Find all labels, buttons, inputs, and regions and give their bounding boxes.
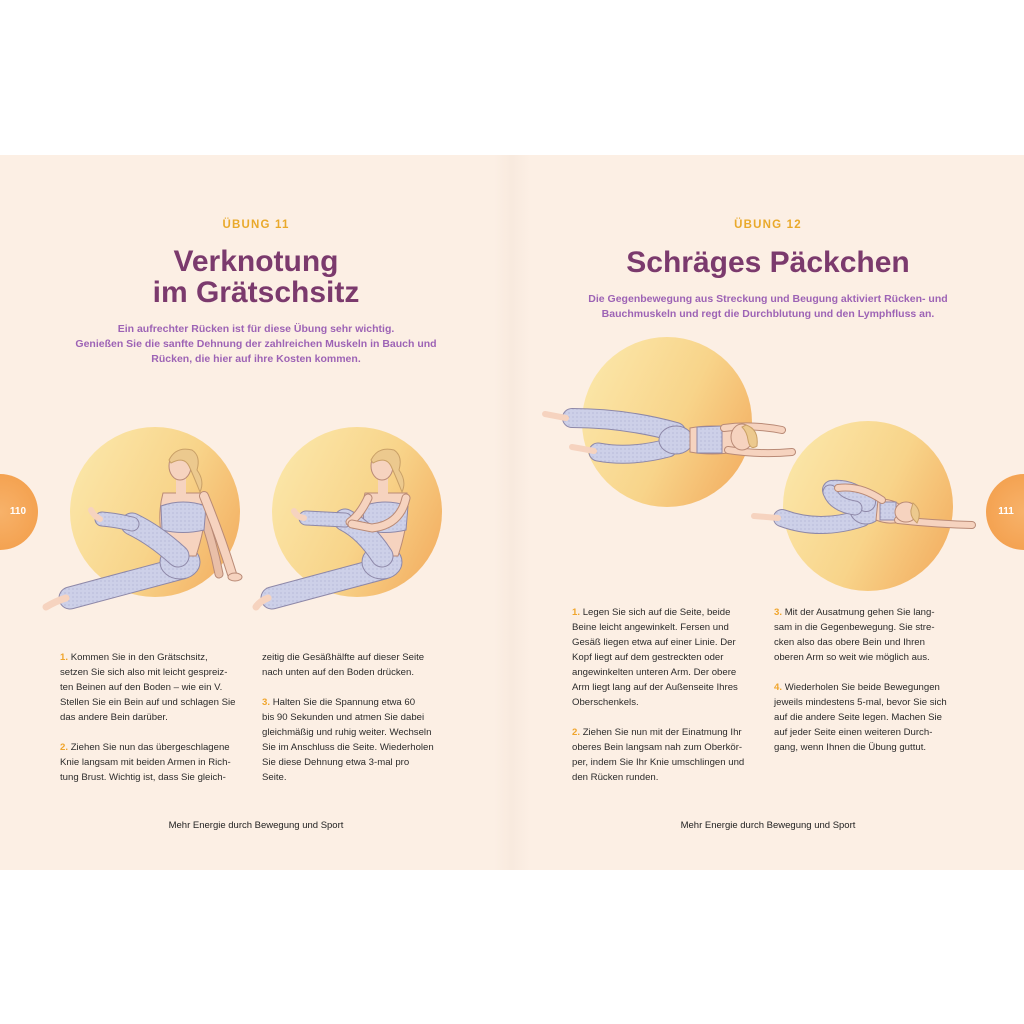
step-line (774, 680, 972, 695)
step-text: Stellen Sie ein Bein auf und schlagen Sie (60, 697, 236, 708)
step-line (60, 755, 258, 770)
step-text: Beine leicht angewinkelt. Fersen und (572, 622, 729, 633)
step-line (572, 770, 770, 785)
intro-line: Genießen Sie die sanfte Dehnung der zahlreichen Muskeln in Bauch und (75, 338, 437, 350)
step-line (60, 695, 258, 710)
step-line (572, 665, 770, 680)
step-text: Gesäß liegen etwa auf einer Linie. Der (572, 637, 736, 648)
step-line (60, 710, 258, 725)
step-text: Seite. (262, 772, 287, 783)
step-line (262, 770, 460, 785)
step-number: 1. (572, 607, 581, 618)
step-line (572, 725, 770, 740)
page-number-right: 111 (998, 506, 1014, 517)
step-line (572, 635, 770, 650)
step-text: Ziehen Sie nun das übergeschlagene (70, 742, 230, 753)
step-2 (60, 740, 258, 785)
page-number-left: 110 (9, 506, 27, 517)
step-line (572, 650, 770, 665)
step-text: das andere Bein darüber. (60, 712, 168, 723)
step-line (60, 770, 258, 785)
step-text: auf die andere Seite legen. Machen Sie (774, 712, 943, 723)
instruction-column-1 (60, 650, 258, 785)
step-number: 3. (774, 607, 783, 618)
step-line (572, 620, 770, 635)
step-number: 1. (60, 652, 69, 663)
step-line (774, 635, 972, 650)
step-3 (262, 695, 460, 785)
step-line (262, 695, 460, 710)
step-text: tung Brust. Wichtig ist, dass Sie gleich- (60, 772, 226, 783)
intro-line: Bauchmuskeln und regt die Durchblutung und den Lymphfluss an. (601, 308, 935, 320)
intro-line: Die Gegenbewegung aus Streckung und Beugung aktiviert Rücken- und (588, 293, 948, 305)
step-text: zeitig die Gesäßhälfte auf dieser Seite (262, 652, 425, 663)
step-text: Kopf liegt auf dem gestreckten oder (572, 652, 724, 663)
step-line (60, 680, 258, 695)
step-4 (774, 680, 972, 755)
step-text: Ziehen Sie nun mit der Einatmung Ihr (582, 727, 742, 738)
step-line (572, 695, 770, 710)
step-line (774, 695, 972, 710)
step-text: Legen Sie sich auf die Seite, beide (582, 607, 731, 618)
step-text: sam in die Gegenbewegung. Sie stre- (774, 622, 935, 633)
step-line (262, 755, 460, 770)
exercise-label: ÜBUNG 11 (222, 219, 290, 231)
step-text: gleichmäßig und ruhig weiter. Wechseln (262, 727, 432, 738)
page-footer: Mehr Energie durch Bewegung und Sport (168, 820, 344, 831)
step-line (774, 620, 972, 635)
step-text: Knie langsam mit beiden Armen in Rich- (60, 757, 231, 768)
step-text: cken also das obere Bein und Ihren (774, 637, 925, 648)
step-text: per, indem Sie Ihr Knie umschlingen und (572, 757, 745, 768)
step-text: oberes Bein langsam nah zum Oberkör- (572, 742, 743, 753)
step-text: jeweils mindestens 5-mal, bevor Sie sich (774, 697, 947, 708)
step-line (774, 605, 972, 620)
step-text: setzen Sie sich also mit leicht gespreiz- (60, 667, 228, 678)
exercise-label: ÜBUNG 12 (734, 219, 802, 231)
step-2 (572, 725, 770, 785)
step-text: Wiederholen Sie beide Bewegungen (784, 682, 940, 693)
step-line (262, 650, 460, 665)
step-number: 2. (60, 742, 69, 753)
step-line (774, 710, 972, 725)
step-text: gang, wenn Ihnen die Übung guttut. (774, 742, 927, 753)
page-title-line-1: Verknotung (173, 245, 339, 278)
intro-line: Rücken, die hier auf ihre Kosten kommen. (151, 353, 361, 365)
step-line (572, 755, 770, 770)
step-text: Oberschenkels. (572, 697, 639, 708)
step-continued (262, 650, 460, 680)
step-line (60, 665, 258, 680)
step-text: nach unten auf den Boden drücken. (262, 667, 415, 678)
step-1 (60, 650, 258, 725)
step-text: Mit der Ausatmung gehen Sie lang- (784, 607, 935, 618)
instruction-column-1 (572, 605, 770, 785)
step-3 (774, 605, 972, 665)
step-line (572, 740, 770, 755)
step-text: auf jeder Seite einen weiteren Durch- (774, 727, 933, 738)
step-line (572, 680, 770, 695)
step-1 (572, 605, 770, 710)
instruction-column-2 (262, 650, 460, 785)
step-text: Sie im Anschluss die Seite. Wiederholen (262, 742, 434, 753)
step-text: den Rücken runden. (572, 772, 659, 783)
step-number: 2. (572, 727, 581, 738)
step-line (60, 650, 258, 665)
intro-line: Ein aufrechter Rücken ist für diese Übung sehr wichtig. (117, 323, 395, 335)
instruction-column-2 (774, 605, 972, 755)
page-title: Schräges Päckchen (626, 246, 910, 279)
step-line (60, 740, 258, 755)
step-text: oberen Arm so weit wie möglich aus. (774, 652, 930, 663)
step-text: Kommen Sie in den Grätschsitz, (70, 652, 208, 663)
step-text: Sie diese Dehnung etwa 3-mal pro (262, 757, 410, 768)
step-line (262, 725, 460, 740)
step-text: ten Beinen auf den Boden – wie ein V. (60, 682, 223, 693)
step-text: Halten Sie die Spannung etwa 60 (272, 697, 416, 708)
step-line (774, 725, 972, 740)
right-page (512, 0, 1024, 1024)
page-title-line-2: im Grätschsitz (152, 276, 360, 309)
step-text: angewinkelten unteren Arm. Der obere (572, 667, 737, 678)
step-line (262, 710, 460, 725)
step-number: 3. (262, 697, 271, 708)
step-line (774, 740, 972, 755)
step-line (262, 740, 460, 755)
step-line (262, 665, 460, 680)
step-text: Arm liegt lang auf der Außenseite Ihres (572, 682, 738, 693)
step-line (774, 650, 972, 665)
page-footer: Mehr Energie durch Bewegung und Sport (680, 820, 856, 831)
step-line (572, 605, 770, 620)
step-number: 4. (774, 682, 783, 693)
step-text: bis 90 Sekunden und atmen Sie dabei (262, 712, 425, 723)
